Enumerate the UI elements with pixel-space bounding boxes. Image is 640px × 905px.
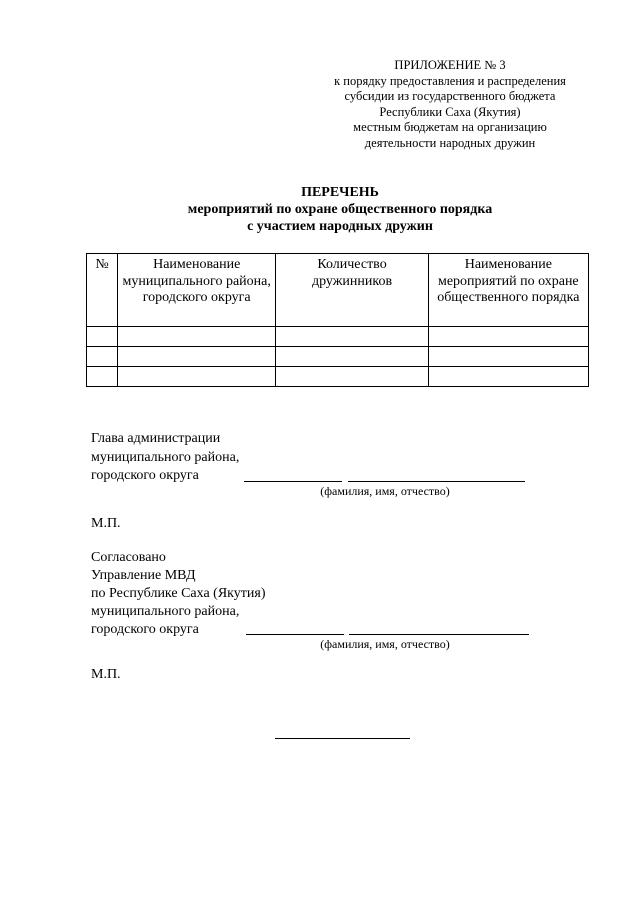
name-line xyxy=(349,634,529,635)
appendix-line: местным бюджетам на организацию xyxy=(353,120,547,134)
approval-line: по Республике Саха (Якутия) xyxy=(91,586,266,601)
signature1-title-line: городского округа xyxy=(91,468,199,483)
table-cell xyxy=(118,367,276,387)
approval-line: муниципального района, xyxy=(91,604,240,619)
approval-line: городского округа xyxy=(91,622,199,637)
stamp-placeholder: М.П. xyxy=(91,516,121,531)
column-header-events: Наименование мероприятий по охране общественного порядка xyxy=(428,254,588,327)
name-caption: (фамилия, имя, отчество) xyxy=(320,484,450,498)
table-row xyxy=(87,347,589,367)
appendix-line: деятельности народных дружин xyxy=(364,135,536,150)
table-cell xyxy=(87,347,118,367)
table-cell xyxy=(87,367,118,387)
signature1-title-line: Глава администрации xyxy=(91,431,221,446)
appendix-line: субсидии из государственного бюджета xyxy=(344,89,556,103)
column-header-number: № xyxy=(87,254,118,327)
document-heading xyxy=(90,184,590,235)
heading-title: ПЕРЕЧЕНЬ xyxy=(301,185,379,200)
end-separator-line xyxy=(275,738,410,739)
table-cell xyxy=(428,347,588,367)
signature1-title-line: муниципального района, xyxy=(91,450,240,465)
heading-line: с участием народных дружин xyxy=(247,219,433,234)
table-cell xyxy=(87,327,118,347)
table-cell xyxy=(428,367,588,387)
signature-line xyxy=(244,481,342,482)
appendix-title: ПРИЛОЖЕНИЕ № 3 xyxy=(394,58,506,72)
events-table xyxy=(86,253,589,387)
table-cell xyxy=(428,327,588,347)
heading-line: мероприятий по охране общественного порядка xyxy=(187,202,493,217)
table-cell xyxy=(118,327,276,347)
stamp-placeholder: М.П. xyxy=(91,667,121,682)
table-row xyxy=(87,327,589,347)
column-header-district: Наименование муниципального района, городского округа xyxy=(118,254,276,327)
name-caption: (фамилия, имя, отчество) xyxy=(320,637,450,651)
approval-line: Управление МВД xyxy=(91,568,196,583)
table-header-row xyxy=(87,254,589,327)
signature-line xyxy=(246,634,344,635)
table-row xyxy=(87,367,589,387)
table-cell xyxy=(276,327,428,347)
approval-line: Согласовано xyxy=(91,550,166,565)
appendix-line: к порядку предоставления и распределения xyxy=(334,73,566,88)
appendix-header xyxy=(300,58,600,151)
name-line xyxy=(348,481,525,482)
appendix-line: Республики Саха (Якутия) xyxy=(379,104,521,119)
column-header-count: Количество дружинников xyxy=(276,254,428,327)
table-cell xyxy=(276,347,428,367)
table-cell xyxy=(118,347,276,367)
table-cell xyxy=(276,367,428,387)
